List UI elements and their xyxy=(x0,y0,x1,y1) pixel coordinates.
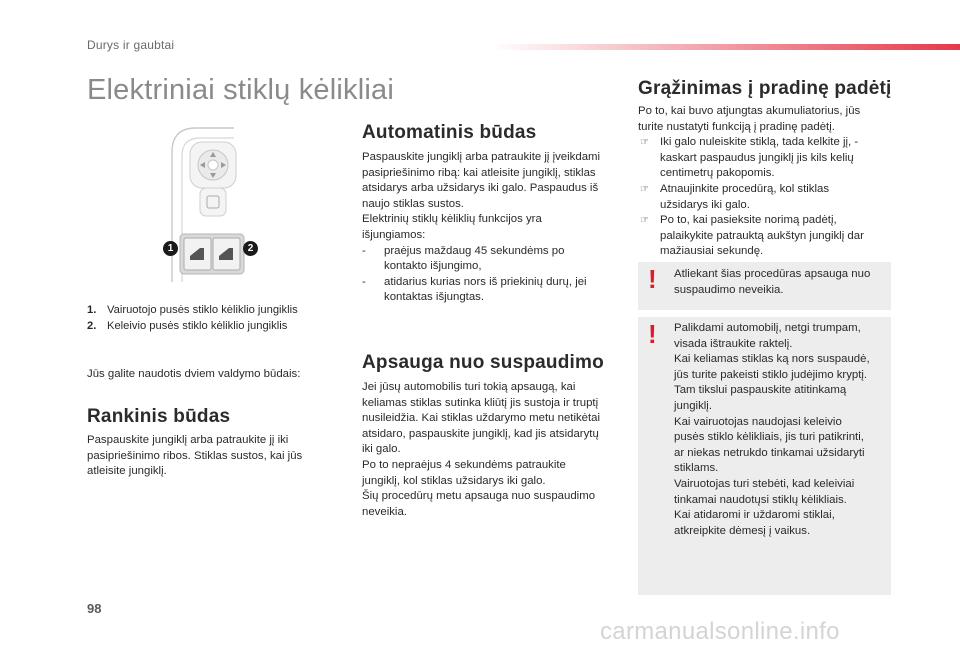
callout-1: 1 xyxy=(163,241,178,256)
list-item: - atidarius kurias nors iš priekinių durų, jei kontaktas išjungtas. xyxy=(362,275,587,304)
list-item: ☞ Iki galo nuleiskite stiklą, tada kelkite jį, - kaskart paspaudus jungiklį jis kils kelių centimetrų pakopomis. xyxy=(640,136,859,180)
page-title: Elektriniai stiklų kėlikliai xyxy=(87,74,394,106)
warning-box xyxy=(638,317,891,595)
section-header: Durys ir gaubtai xyxy=(87,38,175,52)
manual-heading: Rankinis būdas xyxy=(87,406,231,427)
callout-2: 2 xyxy=(243,241,258,256)
manual-text: Paspauskite jungiklį arba patraukite jį iki pasipriešinimo ribos. Stiklas sustos, kai jūs atleisite jungiklį. xyxy=(87,434,303,478)
warning-icon: ! xyxy=(648,264,657,294)
antipinch-heading: Apsauga nuo suspaudimo xyxy=(362,352,604,373)
list-item: ☞ Po to, kai pasieksite norimą padėtį, palaikykite patrauktą aukštyn jungiklį dar mažiausiai sekundę. xyxy=(640,214,864,258)
automatic-heading: Automatinis būdas xyxy=(362,122,537,143)
antipinch-text: Jei jūsų automobilis turi tokią apsaugą, kai keliamas stiklas sutinka kliūtį jis sustoja ir truptį nusileidžia. Kai stiklas uždarymo metu netikėtai atsidaro, paspauskite jungiklį, kad jis atsidarytų iki galo. Po to nepraėjus 4 sekundėms patraukite jungiklį, kol stiklas užsidarys iki galo. Šių procedūrų metu apsauga nuo suspaudimo neveikia. xyxy=(362,381,601,518)
page-number: 98 xyxy=(87,601,102,616)
watermark: carmanualsonline.info xyxy=(600,618,840,645)
warning-icon: ! xyxy=(648,319,657,349)
caption-item: 2. Keleivio pusės stiklo kėliklio jungiklis xyxy=(87,319,288,332)
warning-box xyxy=(638,262,891,310)
warning-text: Palikdami automobilį, netgi trumpam, visada ištraukite raktelį. Kai keliamas stiklas ką nors suspaudė, jūs turite pakeisti stiklo judėjimo kryptį. Tam tikslui paspauskite atitinkamą jungiklį. Kai vairuotojas naudojasi keleivio pusės stiklo kėlikliais, jis turi patikrinti, ar niekas netrukdo tinkamai užsidaryti stiklams. Vairuotojas turi stebėti, kad keleiviai tinkamai naudotųsi stiklų kėlikliais. Kai atidaromi ir uždaromi stiklai, atkreipkite dėmesį į vaikus. xyxy=(674,322,870,537)
window-switch-illustration xyxy=(160,122,270,287)
list-item: ☞ Atnaujinkite procedūrą, kol stiklas užsidarys iki galo. xyxy=(640,182,830,211)
automatic-text: Paspauskite jungiklį arba patraukite jį įveikdami pasipriešinimo ribą: kai atleisite jungiklį, stiklas atsidarys arba užsidarys iki galo. Paspaudus iš naujo stiklas sustos. Elektrinių stiklų kėliklių funkcijos yra išjungiamos: - praėjus maždaug 45 sekundėms po kontakto išjungimo, - atidarius kurias nors iš priekinių durų, jei kontaktas išjungtas. xyxy=(362,150,600,306)
illustration-captions xyxy=(87,303,298,334)
reset-heading: Grąžinimas į pradinę padėtį xyxy=(638,78,892,99)
reset-text: Po to, kai buvo atjungtas akumuliatorius, jūs turite nustatyti funkciją į pradinę padėtį. ☞ Iki galo nuleiskite stiklą, tada kelkite jį, - kaskart paspaudus jungiklį jis kils kelių centimetrų pakopomis. ☞ Atnaujinkite procedūrą, kol stiklas užsidarys iki galo. ☞ Po to, kai pasieksite norimą padėtį, palaikykite patrauktą aukštyn jungiklį dar mažiausiai sekundę. xyxy=(638,104,864,260)
list-item: - praėjus maždaug 45 sekundėms po kontakto išjungimo, xyxy=(362,244,565,273)
caption-item: 1. Vairuotojo pusės stiklo kėliklio jungiklis xyxy=(87,304,298,316)
warning-text: Atliekant šias procedūras apsauga nuo suspaudimo neveikia. xyxy=(674,268,871,296)
header-accent-bar xyxy=(490,44,960,50)
intro-text: Jūs galite naudotis dviem valdymo būdais: xyxy=(87,368,301,380)
